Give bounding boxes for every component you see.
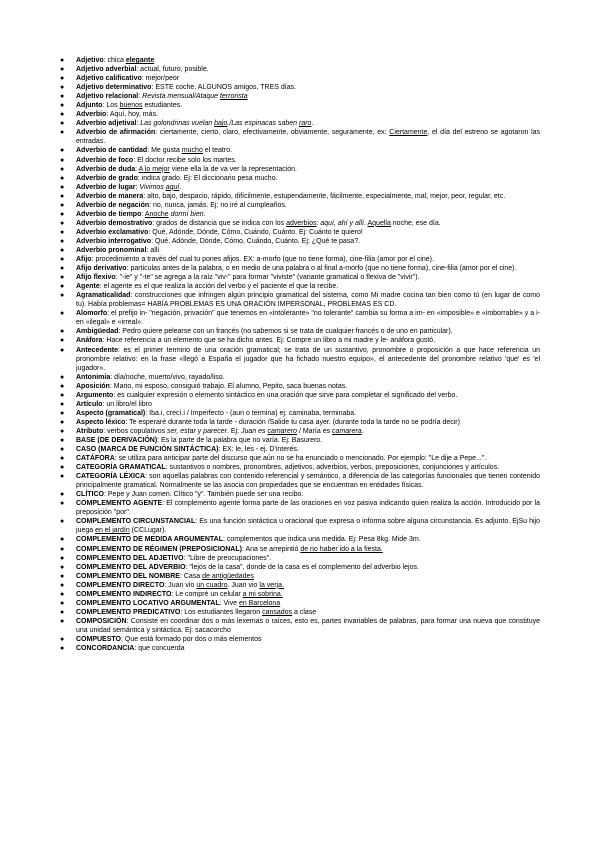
entry-text: de antigüedades bbox=[202, 572, 254, 580]
glossary-entry bbox=[60, 201, 540, 210]
entry-text: noche, ese día. bbox=[390, 219, 441, 227]
glossary-entry bbox=[60, 219, 540, 228]
glossary-entry bbox=[60, 635, 540, 644]
bullet-icon: ● bbox=[60, 590, 65, 598]
glossary-entry bbox=[60, 617, 540, 635]
bullet-icon: ● bbox=[60, 120, 65, 128]
glossary-entry bbox=[60, 490, 540, 499]
entry-text: : "lejos de la casa", donde de la casa es el complemento del adverbio lejos. bbox=[185, 563, 419, 571]
entry-term: Adverbio de duda bbox=[76, 165, 136, 173]
entry-text: : bbox=[135, 183, 140, 191]
entry-term: Argumento bbox=[76, 391, 114, 399]
entry-text: ser, estar y parecer bbox=[167, 427, 227, 435]
entry-term: COMPLEMENTO DE RÉGIMEN (PREPOSICIONAL) bbox=[76, 545, 242, 553]
entry-term: CATEGORÍA LÉXICA bbox=[76, 473, 146, 481]
entry-term: Ambigüedad bbox=[76, 328, 119, 336]
bullet-icon: ● bbox=[60, 283, 65, 291]
entry-text: : verbos copulativos bbox=[103, 427, 168, 435]
entry-text: : Mario, mi esposo, consiguió trabajo. El alumno, Pepito, saca buenas notas. bbox=[109, 382, 348, 390]
entry-text: de no haber ido a la fiesta. bbox=[300, 545, 383, 553]
bullet-icon: ● bbox=[60, 84, 65, 92]
entry-term: Adverbio de foco bbox=[76, 156, 134, 164]
entry-text: : El complemento agente forma parte de las oraciones en voz pasiva indicando quien realiza la acción. Introducido por la preposición "por". bbox=[76, 500, 540, 517]
entry-text: . bbox=[363, 219, 368, 227]
glossary-entry bbox=[60, 373, 540, 382]
entry-text: Juan es bbox=[240, 427, 268, 435]
entry-text: bajo bbox=[214, 120, 228, 128]
bullet-icon: ● bbox=[60, 246, 65, 254]
entry-term: Anáfora bbox=[76, 337, 103, 345]
entry-text: a clase bbox=[292, 608, 317, 616]
bullet-icon: ● bbox=[60, 256, 65, 264]
entry-text: Aquella bbox=[367, 219, 391, 227]
glossary-entry bbox=[60, 192, 540, 201]
entry-term: CATEGORÍA GRAMATICAL bbox=[76, 464, 166, 472]
entry-text: : el prefijo in- "negación, privación" que tenemos en «intolerante» "no tolerante" cambia su forma a im- en «imposible» e «imborrable» y a i- en «ilegal» e «irreal». bbox=[76, 310, 540, 327]
entry-text: : Es una función sintáctica u oracional que expresa o informa sobre alguna circunstancia. Es adjunto. EjSu hijo juega bbox=[76, 518, 540, 535]
entry-term: Adverbio demostrativo bbox=[76, 219, 153, 227]
glossary-entry bbox=[60, 608, 540, 617]
entry-text: raro bbox=[298, 120, 312, 128]
entry-text: : Juan vio bbox=[164, 581, 197, 589]
glossary-entry bbox=[60, 572, 540, 581]
entry-term: CONCORDANCIA bbox=[76, 645, 135, 653]
entry-term: Afijo flexivo bbox=[76, 274, 116, 282]
entry-text: : Pepe y Juan comen. Clítico "y". También puede ser una recibo. bbox=[104, 491, 304, 499]
glossary-entry bbox=[60, 210, 540, 219]
bullet-icon: ● bbox=[60, 599, 65, 607]
glossary-entry bbox=[60, 255, 540, 264]
entry-term: Antonimia bbox=[76, 373, 111, 381]
bullet-icon: ● bbox=[60, 265, 65, 273]
glossary-entry bbox=[60, 291, 540, 309]
glossary-entry bbox=[60, 463, 540, 472]
entry-term: Adverbio pronominal bbox=[76, 246, 147, 254]
bullet-icon: ● bbox=[60, 228, 65, 236]
bullet-icon: ● bbox=[60, 436, 65, 444]
bullet-icon: ● bbox=[60, 418, 65, 426]
entry-term: Aspecto (gramatical) bbox=[76, 409, 146, 417]
bullet-icon: ● bbox=[60, 464, 65, 472]
entry-text: estudiantes. bbox=[142, 102, 183, 110]
entry-text: Revista mensual/Ataque bbox=[142, 93, 220, 101]
entry-text: : Es la parte de la palabra que no varía. Ej: Basurero. bbox=[157, 436, 323, 444]
entry-term: BASE (DE DERIVACIÓN) bbox=[76, 436, 158, 444]
bullet-icon: ● bbox=[60, 292, 65, 300]
glossary-entry bbox=[60, 56, 540, 65]
entry-text: : es cualquier expresión o elemento sintáctico en una oración que sirve para completar el significado del verbo. bbox=[113, 391, 458, 399]
bullet-icon: ● bbox=[60, 147, 65, 155]
glossary-entry bbox=[60, 445, 540, 454]
bullet-icon: ● bbox=[60, 491, 65, 499]
entry-text: la verja. bbox=[259, 581, 284, 589]
entry-term: COMPOSICIÓN bbox=[76, 617, 127, 625]
entry-term: COMPLEMENTO AGENTE bbox=[76, 500, 163, 508]
entry-term: Adjetivo calificativo bbox=[76, 75, 142, 83]
entry-term: COMPLEMENTO DEL ADVERBIO bbox=[76, 563, 186, 571]
bullet-icon: ● bbox=[60, 427, 65, 435]
glossary-entry bbox=[60, 128, 540, 146]
glossary-entry bbox=[60, 346, 540, 373]
glossary-entry bbox=[60, 83, 540, 92]
bullet-icon: ● bbox=[60, 57, 65, 64]
glossary-entry bbox=[60, 336, 540, 345]
glossary-entry bbox=[60, 391, 540, 400]
glossary-entry bbox=[60, 382, 540, 391]
entry-text: Anoche bbox=[144, 210, 169, 218]
entry-term: Adjetivo adverbial bbox=[76, 66, 137, 74]
bullet-icon: ● bbox=[60, 310, 65, 318]
bullet-icon: ● bbox=[60, 183, 65, 191]
glossary-list bbox=[60, 56, 540, 653]
entry-term: Afijo derivativo bbox=[76, 265, 127, 273]
entry-term: Aposición bbox=[76, 382, 110, 390]
entry-text: : allí bbox=[146, 246, 160, 254]
glossary-entry bbox=[60, 174, 540, 183]
entry-text: el teatro. bbox=[202, 147, 233, 155]
bullet-icon: ● bbox=[60, 129, 65, 137]
entry-text: : Me gusta bbox=[147, 147, 182, 155]
bullet-icon: ● bbox=[60, 446, 65, 454]
entry-text: : Los bbox=[102, 102, 120, 110]
bullet-icon: ● bbox=[60, 400, 65, 408]
entry-text: camarera bbox=[332, 427, 362, 435]
bullet-icon: ● bbox=[60, 645, 65, 653]
entry-text: : Iba.i, crecí.i / Imperfecto - (aun o termina) ej: caminaba, terminaba. bbox=[145, 409, 357, 417]
entry-term: Alomorfo bbox=[76, 310, 108, 318]
entry-text: : Ana se arrepintió bbox=[241, 545, 301, 553]
entry-term: Adverbio de afirmación bbox=[76, 129, 156, 137]
glossary-entry bbox=[60, 599, 540, 608]
bullet-icon: ● bbox=[60, 201, 65, 209]
glossary-entry bbox=[60, 472, 540, 490]
entry-term: Aspecto léxico bbox=[76, 418, 126, 426]
glossary-entry bbox=[60, 418, 540, 427]
entry-text: : el agente es el que realiza la acción del verbo y el paciente el que la recibe. bbox=[99, 283, 339, 291]
glossary-entry bbox=[60, 146, 540, 155]
entry-term: Adverbio de tiempo bbox=[76, 210, 142, 218]
bullet-icon: ● bbox=[60, 572, 65, 580]
glossary-entry bbox=[60, 65, 540, 74]
glossary-entry bbox=[60, 183, 540, 192]
entry-text: viene ella la de va ver la representación. bbox=[169, 165, 298, 173]
bullet-icon: ● bbox=[60, 563, 65, 571]
entry-term: Adverbio de negación bbox=[76, 201, 150, 209]
entry-text: aquí bbox=[165, 183, 180, 191]
glossary-entry bbox=[60, 101, 540, 110]
bullet-icon: ● bbox=[60, 617, 65, 625]
entry-text: : Hace referencia a un elemento que se ha dicho antes. Ej: Compre un libro a mi madre y le- anáfora gustó. bbox=[102, 337, 436, 345]
entry-text: : Aquí, hoy, más. bbox=[106, 111, 158, 119]
entry-text: mucho bbox=[181, 147, 203, 155]
entry-term: Adjetivo relacional bbox=[76, 93, 139, 101]
bullet-icon: ● bbox=[60, 608, 65, 616]
entry-text: ./Las espinacas saben bbox=[227, 120, 299, 128]
entry-term: Antecedente bbox=[76, 346, 119, 354]
entry-text: : un libro/el libro bbox=[102, 400, 152, 408]
glossary-entry bbox=[60, 273, 540, 282]
entry-term: CLÍTICO bbox=[76, 491, 104, 499]
glossary-entry bbox=[60, 74, 540, 83]
glossary-entry bbox=[60, 545, 540, 554]
glossary-entry bbox=[60, 228, 540, 237]
entry-term: Adjetivo bbox=[76, 57, 104, 64]
entry-term: Afijo bbox=[76, 256, 92, 264]
entry-term: CATÁFORA bbox=[76, 455, 115, 463]
entry-term: Adverbio de grado bbox=[76, 174, 138, 182]
entry-text: : ESTE coche, ALGUNOS amigos, TRES días. bbox=[151, 84, 297, 92]
entry-text: Las golondrinas vuelan bbox=[140, 120, 215, 128]
entry-text: Ciertamente bbox=[389, 129, 428, 137]
glossary-entry bbox=[60, 282, 540, 291]
entry-text: : no, nunca, jamás. Ej: no iré al cumpleaños. bbox=[149, 201, 287, 209]
entry-term: Atributo bbox=[76, 427, 104, 435]
entry-text: , el día del estreno se agotaron las entradas. bbox=[76, 129, 541, 146]
entry-term: COMPLEMENTO DEL NOMBRE bbox=[76, 572, 180, 580]
entry-term: Adverbio de cantidad bbox=[76, 147, 148, 155]
entry-text: . bbox=[311, 120, 314, 128]
bullet-icon: ● bbox=[60, 192, 65, 200]
entry-term: COMPLEMENTO PREDICATIVO bbox=[76, 608, 181, 616]
entry-text: : Que está formado por dos o más elementos bbox=[121, 636, 262, 643]
glossary-entry bbox=[60, 644, 540, 653]
bullet-icon: ● bbox=[60, 373, 65, 381]
entry-term: Adverbio exclamativo bbox=[76, 228, 149, 236]
entry-text: : Los estudiantes llegaron bbox=[180, 608, 263, 616]
glossary-entry bbox=[60, 237, 540, 246]
entry-text: adverbios bbox=[286, 219, 317, 227]
entry-text: . Ej: bbox=[226, 427, 241, 435]
entry-text: : "-ie" y "-te" se agrega a la raíz "viv-" para formar "viviste" (variante gramatical o flexiva de "vivir"). bbox=[115, 274, 420, 282]
entry-term: Agramaticalidad bbox=[76, 292, 131, 300]
entry-text: : grados de distancia que se indica con los bbox=[152, 219, 287, 227]
entry-text: : Vive bbox=[219, 599, 239, 607]
glossary-entry bbox=[60, 110, 540, 119]
entry-text: : bbox=[141, 210, 145, 218]
entry-term: COMPLEMENTO DE MEDIDA ARGUMENTAL bbox=[76, 536, 223, 544]
entry-text: : construcciones que infringen algún principio gramatical del sistema, como Mi madre cocina tan bien como tú (en lugar de como tu). Había problemas= HABÍA PROBLEMAS ES UNA ORACIÓN IMPERSONAL, PROBLEMAS ES CD. bbox=[76, 292, 540, 309]
glossary-entry bbox=[60, 246, 540, 255]
entry-text: : complementos que indica una medida. Ej: Pesa 8kg. Mide 3m. bbox=[223, 536, 421, 544]
entry-term: Adverbio bbox=[76, 111, 107, 119]
bullet-icon: ● bbox=[60, 409, 65, 417]
entry-text: : día/noche, muerto/vivo, rayado/liso. bbox=[110, 373, 225, 381]
glossary-entry bbox=[60, 590, 540, 599]
entry-text: : bbox=[138, 93, 143, 101]
entry-text: : Qué, Adónde, Dónde, Cómo, Cuándo, Cuánto. Ej: ¿Qué te pasa?. bbox=[151, 237, 361, 245]
bullet-icon: ● bbox=[60, 554, 65, 562]
entry-term: COMPLEMENTO DIRECTO bbox=[76, 581, 165, 589]
entry-term: COMPLEMENTO INDIRECTO bbox=[76, 590, 172, 598]
entry-text: : El doctor recibe solo los martes. bbox=[133, 156, 237, 164]
entry-text: : se utiliza para anticipar parte del discurso que aún no se ha enunciado o mencionado. Por ejemplo: "Le dije a Pepe...". bbox=[114, 455, 487, 463]
entry-text: (CCLugar). bbox=[129, 527, 167, 535]
bullet-icon: ● bbox=[60, 219, 65, 227]
entry-text: : Consiste en coordinar dos o más lexemas o raíces, esto es, partes invariables de palabras, para formar una nueva que constituye una unidad semántica y sintáctica. Ej: sacacorcho bbox=[76, 617, 540, 634]
entry-text: . Juan vio bbox=[227, 581, 260, 589]
bullet-icon: ● bbox=[60, 274, 65, 282]
bullet-icon: ● bbox=[60, 636, 65, 643]
glossary-entry bbox=[60, 554, 540, 563]
glossary-entry bbox=[60, 400, 540, 409]
glossary-entry bbox=[60, 309, 540, 327]
entry-text: : "Libre de preocupaciones". bbox=[183, 554, 272, 562]
entry-term: elegante bbox=[125, 57, 155, 64]
glossary-entry bbox=[60, 436, 540, 445]
entry-text: a mi sobrina. bbox=[242, 590, 283, 598]
entry-text: : que concuerda bbox=[134, 645, 185, 653]
entry-text: terrorista bbox=[219, 93, 248, 101]
bullet-icon: ● bbox=[60, 536, 65, 544]
entry-text: : es el primer termino de una oración gramatical; se trata de un sustantivo, pronombre o proposición a que hace referencia un pronombre relativo: en la frase «llegó a España el jugador que ha fichado nuestro equipo», el antecedente del pronombre relativo 'que' es 'el jugador». bbox=[76, 346, 540, 372]
bullet-icon: ● bbox=[60, 518, 65, 526]
entry-text: dormí bien. bbox=[170, 210, 206, 218]
glossary-entry bbox=[60, 454, 540, 463]
bullet-icon: ● bbox=[60, 93, 65, 101]
glossary-entry bbox=[60, 427, 540, 436]
entry-text: : mejor/peor bbox=[141, 75, 180, 83]
entry-text: cansados bbox=[262, 608, 293, 616]
bullet-icon: ● bbox=[60, 382, 65, 390]
entry-text: camarero bbox=[267, 427, 298, 435]
entry-text: : Pedro quiere pelearse con un francés (no sabemos si se trata de cualquier francés o de uno en particular). bbox=[118, 328, 453, 336]
bullet-icon: ● bbox=[60, 210, 65, 218]
entry-text: en Barcelona bbox=[238, 599, 281, 607]
entry-text: . bbox=[361, 427, 364, 435]
glossary-entry bbox=[60, 563, 540, 572]
bullet-icon: ● bbox=[60, 473, 65, 481]
entry-term: COMPUESTO bbox=[76, 636, 121, 643]
entry-text: / María es bbox=[297, 427, 333, 435]
bullet-icon: ● bbox=[60, 102, 65, 110]
glossary-entry bbox=[60, 119, 540, 128]
entry-text: . bbox=[179, 183, 182, 191]
entry-text: un cuadro bbox=[196, 581, 228, 589]
entry-term: Adverbio de lugar bbox=[76, 183, 136, 191]
bullet-icon: ● bbox=[60, 581, 65, 589]
bullet-icon: ● bbox=[60, 237, 65, 245]
entry-term: Adverbio interrogativo bbox=[76, 237, 152, 245]
entry-text: aquí, ahí y allí bbox=[320, 219, 364, 227]
bullet-icon: ● bbox=[60, 156, 65, 164]
bullet-icon: ● bbox=[60, 174, 65, 182]
entry-text: : bbox=[316, 219, 321, 227]
entry-text: : Te esperaré durante toda la tarde - duración /Salide tu casa ayer. (durante toda la tarde no se podría decir) bbox=[125, 418, 460, 426]
entry-text: : bbox=[135, 165, 139, 173]
entry-text: : indica grado. Ej: El diccionario pesa mucho. bbox=[137, 174, 278, 182]
entry-text: Vivimos bbox=[139, 183, 166, 191]
entry-text: : Qué, Adónde, Dónde, Cómo, Cuándo, Cuánto. Ej: Cuánto te quiero! bbox=[148, 228, 363, 236]
entry-text: : sustantivos o nombres, pronombres, adjetivos, adverbios, verbos, preposiciones, conjunciones y artículos. bbox=[165, 464, 500, 472]
entry-text: en el jardín bbox=[95, 527, 130, 535]
entry-text: : chica bbox=[103, 57, 126, 64]
entry-text: : EX: le, les - ej. D'interés. bbox=[218, 446, 299, 454]
glossary-entry bbox=[60, 581, 540, 590]
glossary-entry bbox=[60, 92, 540, 101]
entry-term: Adjetivo determinativo bbox=[76, 84, 152, 92]
bullet-icon: ● bbox=[60, 111, 65, 119]
glossary-entry bbox=[60, 156, 540, 165]
entry-text: : actual, futuro, posible. bbox=[136, 66, 209, 74]
entry-text: : Casa bbox=[179, 572, 203, 580]
entry-text: : particulas antes de la palabra, o en medio de una palabra o al final a-morfo (que no tiene forma), cine-filia (amor por el cine). bbox=[126, 265, 517, 273]
bullet-icon: ● bbox=[60, 455, 65, 463]
entry-term: COMPLEMENTO CIRCUNSTANCIAL bbox=[76, 518, 196, 526]
bullet-icon: ● bbox=[60, 66, 65, 74]
bullet-icon: ● bbox=[60, 391, 65, 399]
entry-text: : Le compré un celular bbox=[171, 590, 243, 598]
entry-text: : alto, bajo, despacio, rápido, difícilmente, estupendamente, fácilmente, especialmente, mal, mejor, peor, regular, etc. bbox=[143, 192, 506, 200]
entry-term: Artículo bbox=[76, 400, 103, 408]
entry-text: : procedimiento a través del cual tu pones afijos. EX: a-morfo (que no tiene forma), cine-filia (amor por el cine). bbox=[91, 256, 434, 264]
entry-term: CASO (MARCA DE FUNCIÓN SINTÁCTICA) bbox=[76, 446, 219, 454]
entry-term: Agente bbox=[76, 283, 100, 291]
bullet-icon: ● bbox=[60, 337, 65, 345]
bullet-icon: ● bbox=[60, 500, 65, 508]
glossary-entry bbox=[60, 517, 540, 535]
entry-term: COMPLEMENTO LOCATIVO ARGUMENTAL bbox=[76, 599, 220, 607]
bullet-icon: ● bbox=[60, 165, 65, 173]
glossary-entry bbox=[60, 165, 540, 174]
entry-text: : son aquellas palabras con contenido referencial y semántico, a diferencia de las categorías funcionales que tienen contenido principalmente gramatical. Normalmente se las asocia con propiedades que se encuentran en entidades físicas. bbox=[76, 473, 540, 490]
entry-term: Adjunto bbox=[76, 102, 103, 110]
bullet-icon: ● bbox=[60, 346, 65, 354]
glossary-entry bbox=[60, 499, 540, 517]
entry-text: : bbox=[136, 120, 141, 128]
entry-term: Adverbio adjetival bbox=[76, 120, 137, 128]
glossary-entry bbox=[60, 409, 540, 418]
glossary-entry bbox=[60, 264, 540, 273]
entry-text: buenos bbox=[119, 102, 143, 110]
entry-text: : ciertamente, cierto, claro, efectivamente, obviamente, seguramente, ex: bbox=[155, 129, 390, 137]
entry-text: A lo mejor bbox=[138, 165, 170, 173]
bullet-icon: ● bbox=[60, 328, 65, 336]
bullet-icon: ● bbox=[60, 75, 65, 83]
entry-term: COMPLEMENTO DEL ADJETIVO bbox=[76, 554, 184, 562]
bullet-icon: ● bbox=[60, 545, 65, 553]
glossary-entry bbox=[60, 327, 540, 336]
glossary-entry bbox=[60, 535, 540, 544]
entry-term: Adverbio de manera bbox=[76, 192, 144, 200]
